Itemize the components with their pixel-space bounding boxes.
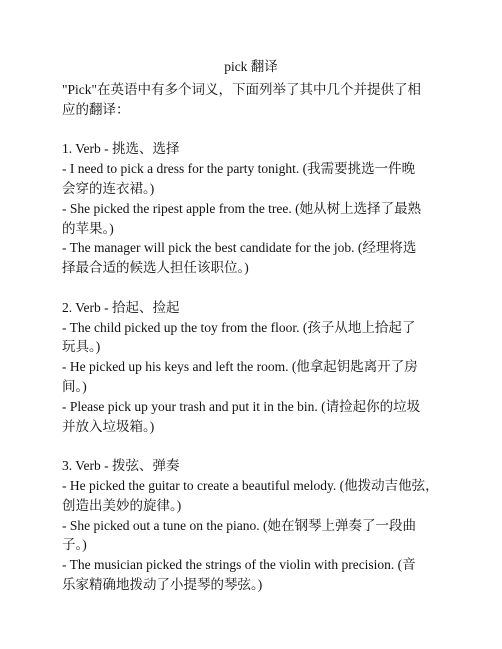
section-verb-strum <box>62 456 440 595</box>
section-heading: 3. Verb - 拨弦、弹奏 <box>62 458 180 474</box>
spacer <box>62 120 440 140</box>
example-line: 玩具。) <box>62 339 101 355</box>
example-line: - She picked out a tune on the piano. (她在钢琴上弹奏了一段曲 <box>62 517 416 533</box>
example-line: - He picked the guitar to create a beautiful melody. (他拨动吉他弦， <box>62 477 439 493</box>
example-line: 会穿的连衣裙。) <box>62 180 155 196</box>
intro-line: 应的翻译： <box>62 101 130 117</box>
example-line: 创造出美妙的旋律。) <box>62 497 182 513</box>
example-line: 乐家精确地拨动了小提琴的琴弦。) <box>62 576 263 592</box>
example-line: - I need to pick a dress for the party tonight. (我需要挑选一件晚 <box>62 161 416 177</box>
example-line: 的苹果。) <box>62 220 114 236</box>
example-line: - The child picked up the toy from the floor. (孩子从地上拾起了 <box>62 319 416 335</box>
example-line: - He picked up his keys and left the room. (他拿起钥匙离开了房 <box>62 359 418 375</box>
intro-line: "Pick"在英语中有多个词义，下面列举了其中几个并提供了相 <box>62 82 422 97</box>
document-title: pick 翻译 <box>224 59 278 74</box>
spacer <box>62 278 440 298</box>
section-heading: 2. Verb - 拾起、捡起 <box>62 299 180 315</box>
section-verb-choose <box>62 139 440 278</box>
example-line: 并放入垃圾箱。) <box>62 418 155 434</box>
document-body <box>62 80 440 595</box>
spacer <box>62 436 440 456</box>
example-line: 间。) <box>62 378 87 394</box>
example-line: 择最合适的候选人担任该职位。) <box>62 260 249 276</box>
example-line: - The manager will pick the best candidate for the job. (经理将选 <box>62 240 417 256</box>
example-line: - Please pick up your trash and put it in the bin. (请捡起你的垃圾 <box>62 398 421 414</box>
example-line: - The musician picked the strings of the violin with precision. (音 <box>62 557 416 573</box>
section-verb-pick-up <box>62 298 440 437</box>
example-line: 子。) <box>62 537 87 553</box>
section-heading: 1. Verb - 挑选、选择 <box>62 141 180 157</box>
intro-paragraph <box>62 80 440 120</box>
example-line: - She picked the ripest apple from the tree. (她从树上选择了最熟 <box>62 200 422 216</box>
